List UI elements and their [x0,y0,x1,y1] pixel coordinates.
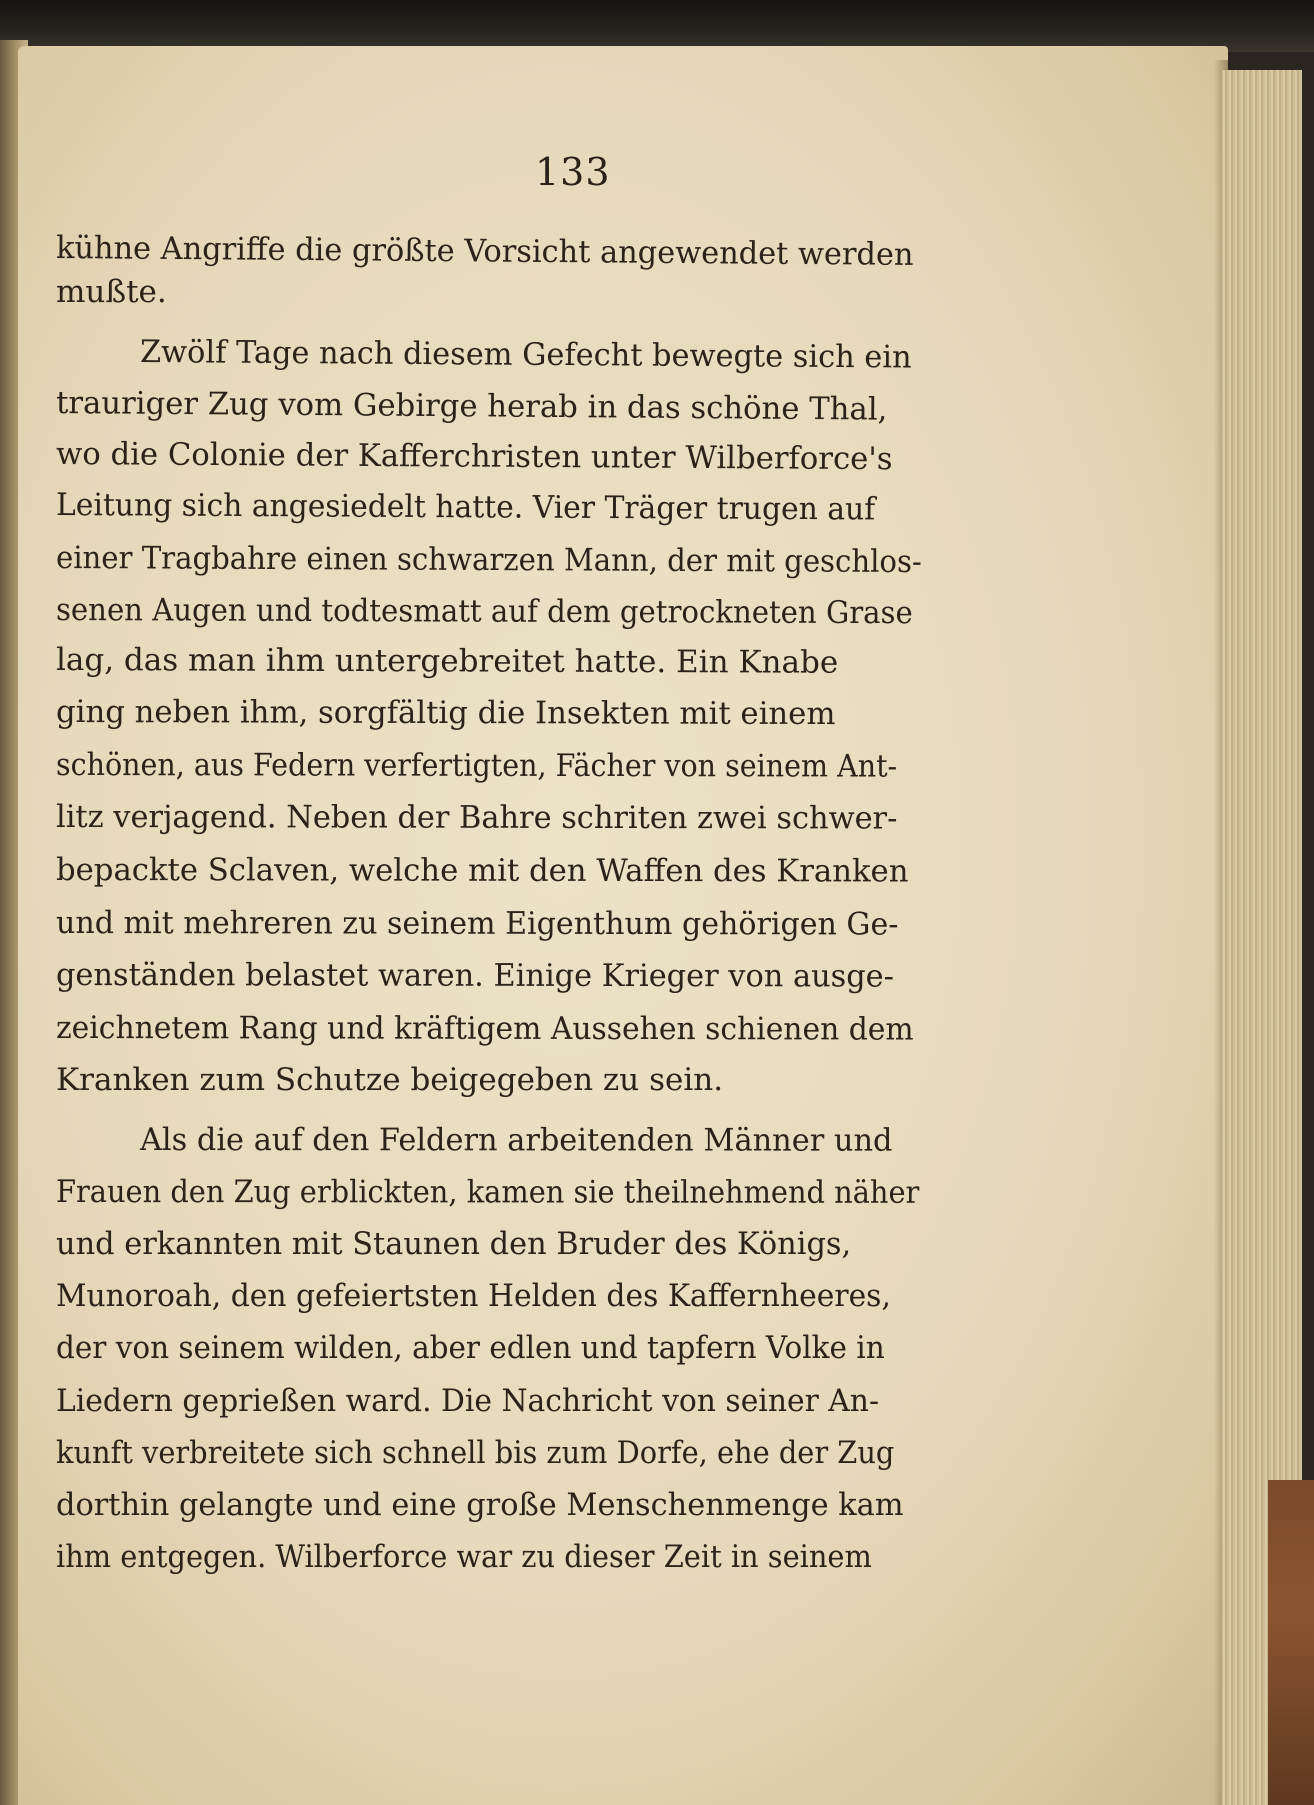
text-line: Leitung sich angesiedelt hatte. Vier Träger trugen auf [55,487,876,528]
text-line: einer Tragbahre einen schwarzen Mann, der mit geschlos- [55,540,922,581]
page-number: 133 [535,150,611,194]
text-line: Als die auf den Feldern arbeitenden Männer und [139,1122,893,1159]
text-line: genständen belastet waren. Einige Krieger von ausge- [55,957,894,995]
text-line: kunft verbreitete sich schnell bis zum Dorfe, ehe der Zug [56,1435,895,1471]
text-line: Liedern geprießen ward. Die Nachricht von seiner An- [56,1383,880,1419]
text-line: der von seinem wilden, aber edlen und tapfern Volke in [56,1330,885,1366]
text-line: Zwölf Tage nach diesem Gefecht bewegte sich ein [139,334,912,376]
text-line: und erkannten mit Staunen den Bruder des Königs, [56,1226,852,1262]
text-line: dorthin gelangte und eine große Menschenmenge kam [56,1487,904,1523]
text-line: litz verjagend. Neben der Bahre schriten zwei schwer- [55,799,898,837]
text-line: Munoroah, den gefeiertsten Helden des Kaffernheeres, [56,1278,891,1314]
text-line: und mit mehreren zu seinem Eigenthum gehörigen Ge- [55,905,899,943]
text-line: wo die Colonie der Kafferchristen unter Wilberforce's [55,436,893,478]
text-line: zeichnetem Rang und kräftigem Aussehen schienen dem [55,1010,914,1048]
cover-corner [1268,1480,1314,1805]
text-line: schönen, aus Federn verfertigten, Fächer von seinem Ant- [55,747,898,785]
book-cover-edge [0,0,1314,52]
text-line: Kranken zum Schutze beigegeben zu sein. [56,1062,724,1098]
text-line: ging neben ihm, sorgfältig die Insekten mit einem [55,694,836,733]
text-line: ihm entgegen. Wilberforce war zu dieser Zeit in seinem [56,1539,872,1575]
text-line: mußte. [56,274,167,310]
text-line: kühne Angriffe die größte Vorsicht angewendet werden [55,230,914,273]
text-line: trauriger Zug vom Gebirge herab in das schöne Thal, [55,385,888,428]
text-line: bepackte Sclaven, welche mit den Waffen des Kranken [55,852,909,890]
text-line: Frauen den Zug erblickten, kamen sie theilnehmend näher [55,1174,920,1211]
text-line: senen Augen und todtesmatt auf dem getrockneten Grase [55,592,913,632]
text-line: lag, das man ihm untergebreitet hatte. Ein Knabe [55,642,839,681]
